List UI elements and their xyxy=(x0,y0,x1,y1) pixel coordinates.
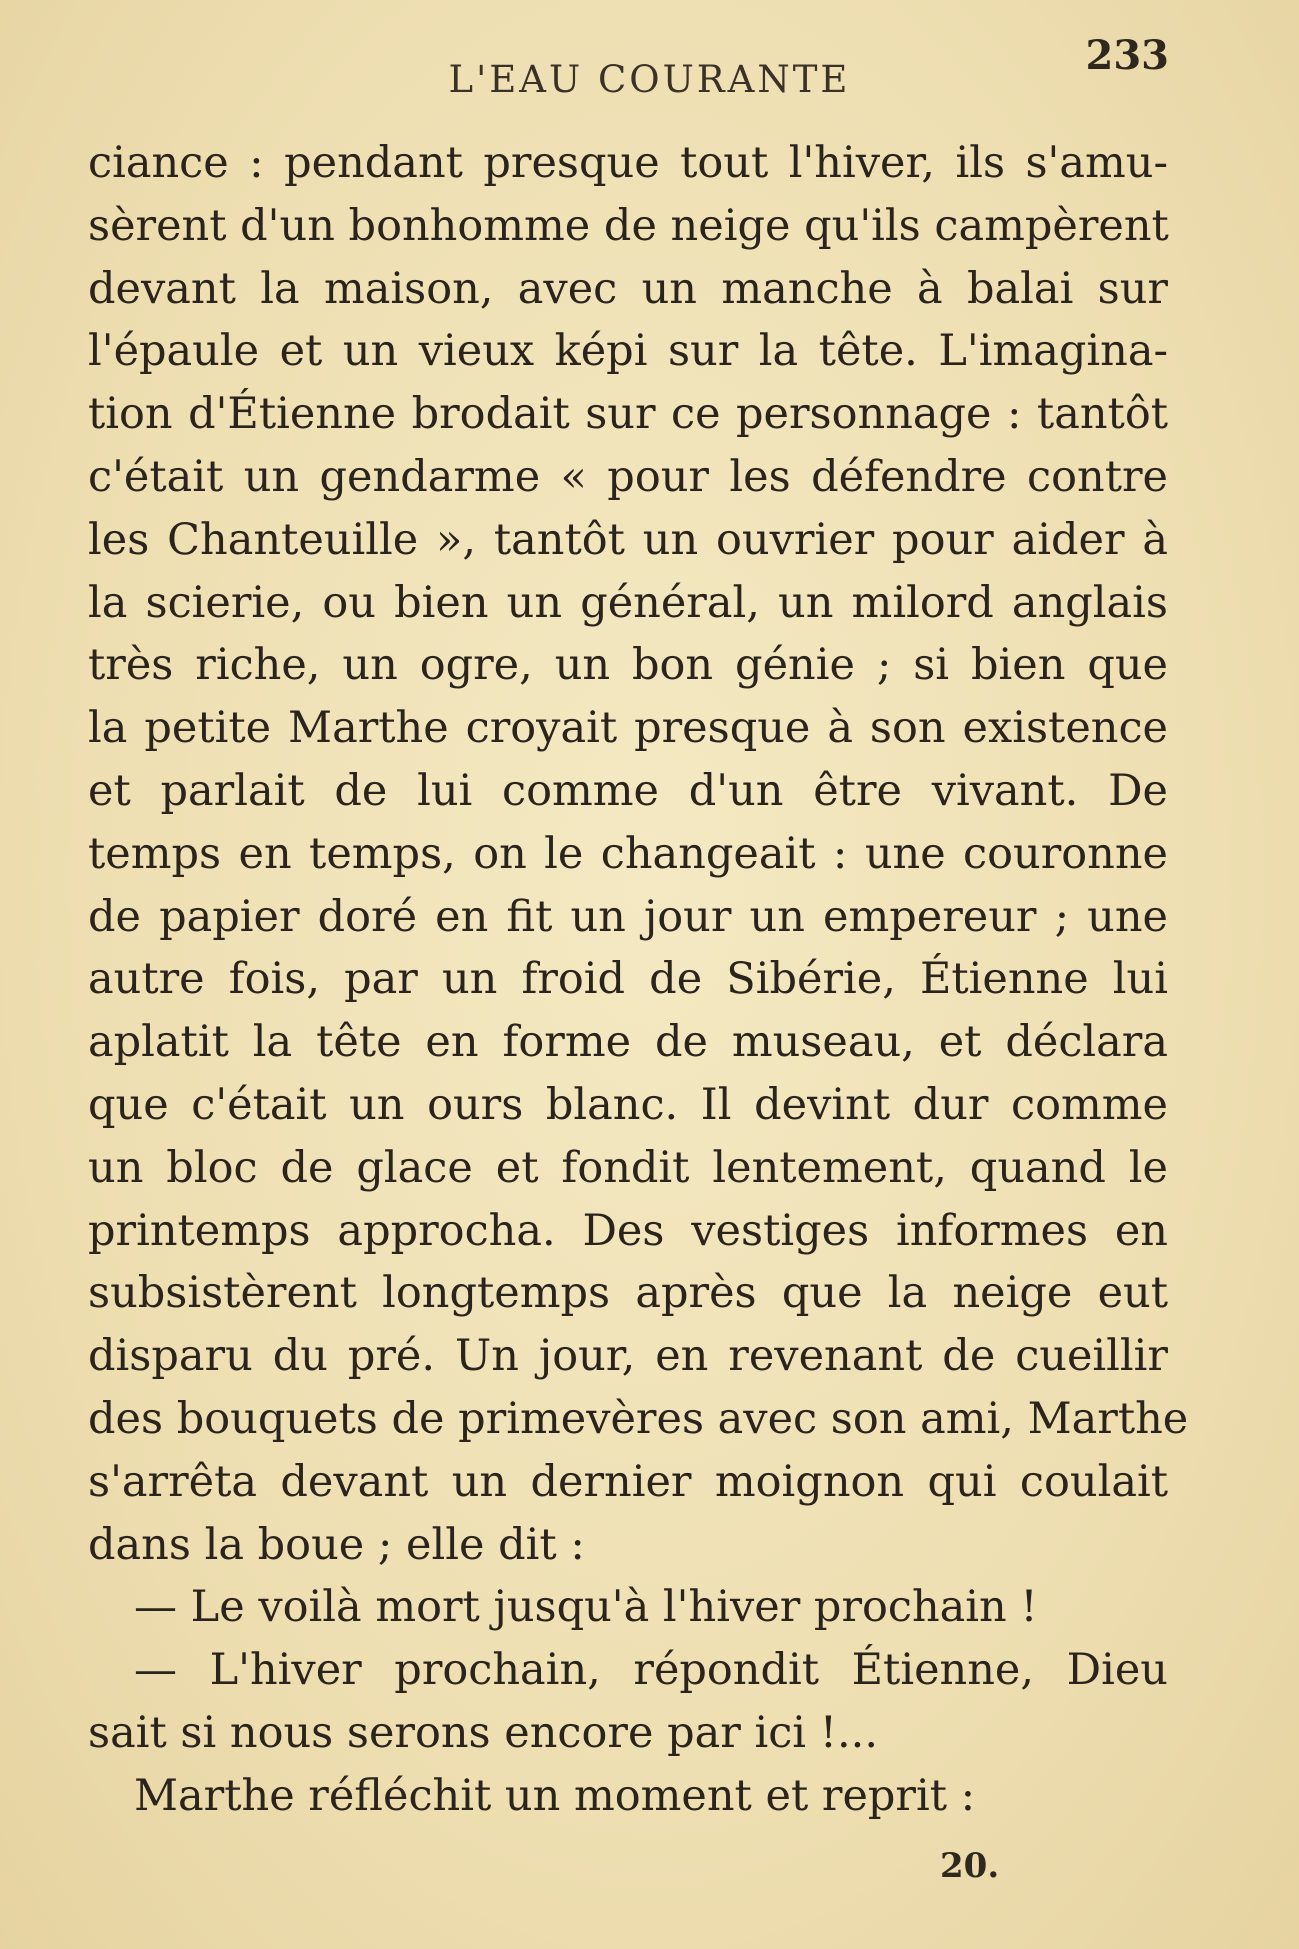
text-line: un bloc de glace et fondit lentement, quand le xyxy=(88,1142,1168,1193)
text-line: l'épaule et un vieux képi sur la tête. L'imagina- xyxy=(88,326,1168,377)
text-line: dans la boue ; elle dit : xyxy=(88,1519,585,1570)
text-line: s'arrêta devant un dernier moignon qui coulait xyxy=(88,1456,1168,1507)
text-line: devant la maison, avec un manche à balai sur xyxy=(88,263,1168,314)
text-line: c'était un gendarme « pour les défendre contre xyxy=(88,451,1168,502)
body-text xyxy=(88,132,1189,1828)
text-line: de papier doré en fit un jour un empereur ; une xyxy=(88,891,1168,942)
text-line: subsistèrent longtemps après que la neige eut xyxy=(88,1268,1168,1319)
text-line: temps en temps, on le changeait : une couronne xyxy=(88,828,1168,879)
text-line: autre fois, par un froid de Sibérie, Étienne lui xyxy=(88,954,1168,1005)
text-line: ciance : pendant presque tout l'hiver, ils s'amu- xyxy=(88,138,1168,188)
text-line: printemps approcha. Des vestiges informes en xyxy=(88,1205,1168,1256)
signature-mark: 20. xyxy=(940,1846,1000,1886)
text-line: la petite Marthe croyait presque à son existence xyxy=(88,703,1168,754)
text-line: et parlait de lui comme d'un être vivant. De xyxy=(88,765,1168,816)
text-line: Marthe réfléchit un moment et reprit : xyxy=(134,1770,976,1821)
text-line: tion d'Étienne brodait sur ce personnage : tantôt xyxy=(88,389,1168,440)
text-line: des bouquets de primevères avec son ami, Marthe xyxy=(88,1393,1189,1444)
text-line: sèrent d'un bonhomme de neige qu'ils campèrent xyxy=(88,200,1169,251)
running-title: L'EAU COURANTE xyxy=(448,58,851,101)
text-line: les Chanteuille », tantôt un ouvrier pour aider à xyxy=(88,514,1168,565)
text-line: que c'était un ours blanc. Il devint dur comme xyxy=(88,1079,1168,1130)
text-line: la scierie, ou bien un général, un milord anglais xyxy=(88,577,1168,628)
dialogue-line: — Le voilà mort jusqu'à l'hiver prochain ! xyxy=(134,1582,1038,1633)
dialogue-line: — L'hiver prochain, répondit Étienne, Dieu xyxy=(134,1645,1168,1696)
text-line: sait si nous serons encore par ici !... xyxy=(88,1707,878,1758)
page-number: 233 xyxy=(1085,32,1169,79)
text-line: très riche, un ogre, un bon génie ; si bien que xyxy=(88,640,1168,691)
text-line: disparu du pré. Un jour, en revenant de cueillir xyxy=(88,1331,1168,1382)
text-line: aplatit la tête en forme de museau, et déclara xyxy=(88,1017,1168,1068)
